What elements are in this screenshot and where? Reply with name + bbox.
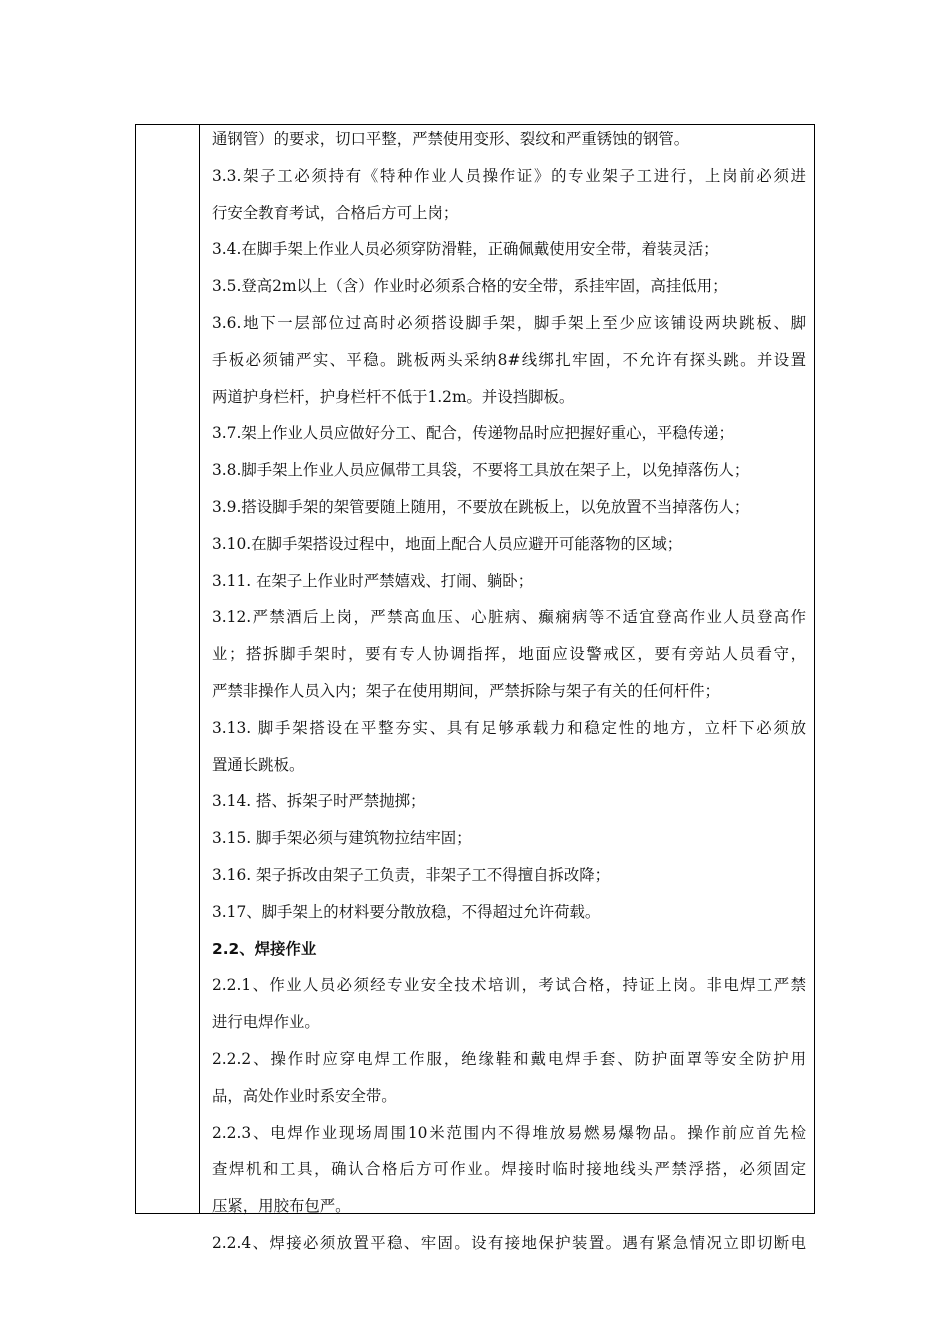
text-line: 2.2.2、操作时应穿电焊工作服，绝缘鞋和戴电焊手套、防护面罩等安全防护用 bbox=[212, 1049, 806, 1068]
text-line: 3.10.在脚手架搭设过程中，地面上配合人员应避开可能落物的区域； bbox=[212, 534, 683, 553]
text-line: 3.15. 脚手架必须与建筑物拉结牢固； bbox=[212, 829, 472, 848]
text-line: 3.8.脚手架上作业人员应佩带工具袋，不要将工具放在架子上，以免掉落伤人； bbox=[212, 461, 750, 480]
text-line: 3.16. 架子拆改由架子工负责，非架子工不得擅自拆改降； bbox=[212, 865, 611, 884]
text-line: 3.13. 脚手架搭设在平整夯实、具有足够承载力和稳定性的地方，立杆下必须放 bbox=[212, 718, 806, 737]
text-line: 3.12.严禁酒后上岗，严禁高血压、心脏病、癫痫病等不适宜登高作业人员登高作 bbox=[212, 608, 806, 627]
text-line: 业；搭拆脚手架时，要有专人协调指挥，地面应设警戒区，要有旁站人员看守， bbox=[212, 645, 806, 664]
text-line: 手板必须铺严实、平稳。跳板两头采纳8#线绑扎牢固，不允许有探头跳。并设置 bbox=[212, 350, 806, 369]
text-line: 通钢管）的要求，切口平整，严禁使用变形、裂纹和严重锈蚀的钢管。 bbox=[212, 130, 690, 148]
text-line: 3.11. 在架子上作业时严禁嬉戏、打闹、躺卧； bbox=[212, 571, 534, 590]
text-line: 3.4.在脚手架上作业人员必须穿防滑鞋，正确佩戴使用安全带，着装灵活； bbox=[212, 240, 719, 259]
text-line: 3.14. 搭、拆架子时严禁抛掷； bbox=[212, 792, 426, 811]
text-line: 两道护身栏杆，护身栏杆不低于1.2m。并设挡脚板。 bbox=[212, 387, 575, 406]
text-line: 3.9.搭设脚手架的架管要随上随用，不要放在跳板上，以免放置不当掉落伤人； bbox=[212, 497, 750, 516]
text-line: 2.2.4、焊接必须放置平稳、牢固。设有接地保护装置。遇有紧急情况立即切断电 bbox=[212, 1233, 806, 1252]
text-line: 2.2.1、作业人员必须经专业安全技术培训，考试合格，持证上岗。非电焊工严禁 bbox=[212, 976, 806, 995]
section-heading: 2.2、焊接作业 bbox=[212, 939, 317, 958]
text-line: 品，高处作业时系安全带。 bbox=[212, 1086, 397, 1105]
text-line: 进行电焊作业。 bbox=[212, 1013, 320, 1032]
text-line: 2.2.3、电焊作业现场周围10米范围内不得堆放易燃易爆物品。操作前应首先检 bbox=[212, 1123, 806, 1142]
text-line: 3.7.架上作业人员应做好分工、配合，传递物品时应把握好重心，平稳传递； bbox=[212, 424, 734, 443]
document-table bbox=[135, 124, 815, 1252]
text-line: 3.3.架子工必须持有《特种作业人员操作证》的专业架子工进行，上岗前必须进 bbox=[212, 166, 806, 185]
text-line: 严禁非操作人员入内；架子在使用期间，严禁拆除与架子有关的任何杆件； bbox=[212, 681, 720, 700]
text-line: 3.17、脚手架上的材料要分散放稳，不得超过允许荷载。 bbox=[212, 902, 601, 921]
table-left-column bbox=[136, 125, 200, 1213]
text-line: 3.5.登高2m以上（含）作业时必须系合格的安全带，系挂牢固，高挂低用； bbox=[212, 277, 728, 296]
table-content-cell bbox=[212, 125, 806, 1266]
text-line: 查焊机和工具，确认合格后方可作业。焊接时临时接地线头严禁浮搭，必须固定 bbox=[212, 1160, 806, 1179]
text-line: 3.6.地下一层部位过高时必须搭设脚手架，脚手架上至少应该铺设两块跳板、脚 bbox=[212, 313, 806, 332]
text-line: 行安全教育考试，合格后方可上岗； bbox=[212, 203, 459, 222]
text-line: 压紧，用胶布包严。 bbox=[212, 1197, 351, 1216]
text-line: 置通长跳板。 bbox=[212, 755, 305, 774]
